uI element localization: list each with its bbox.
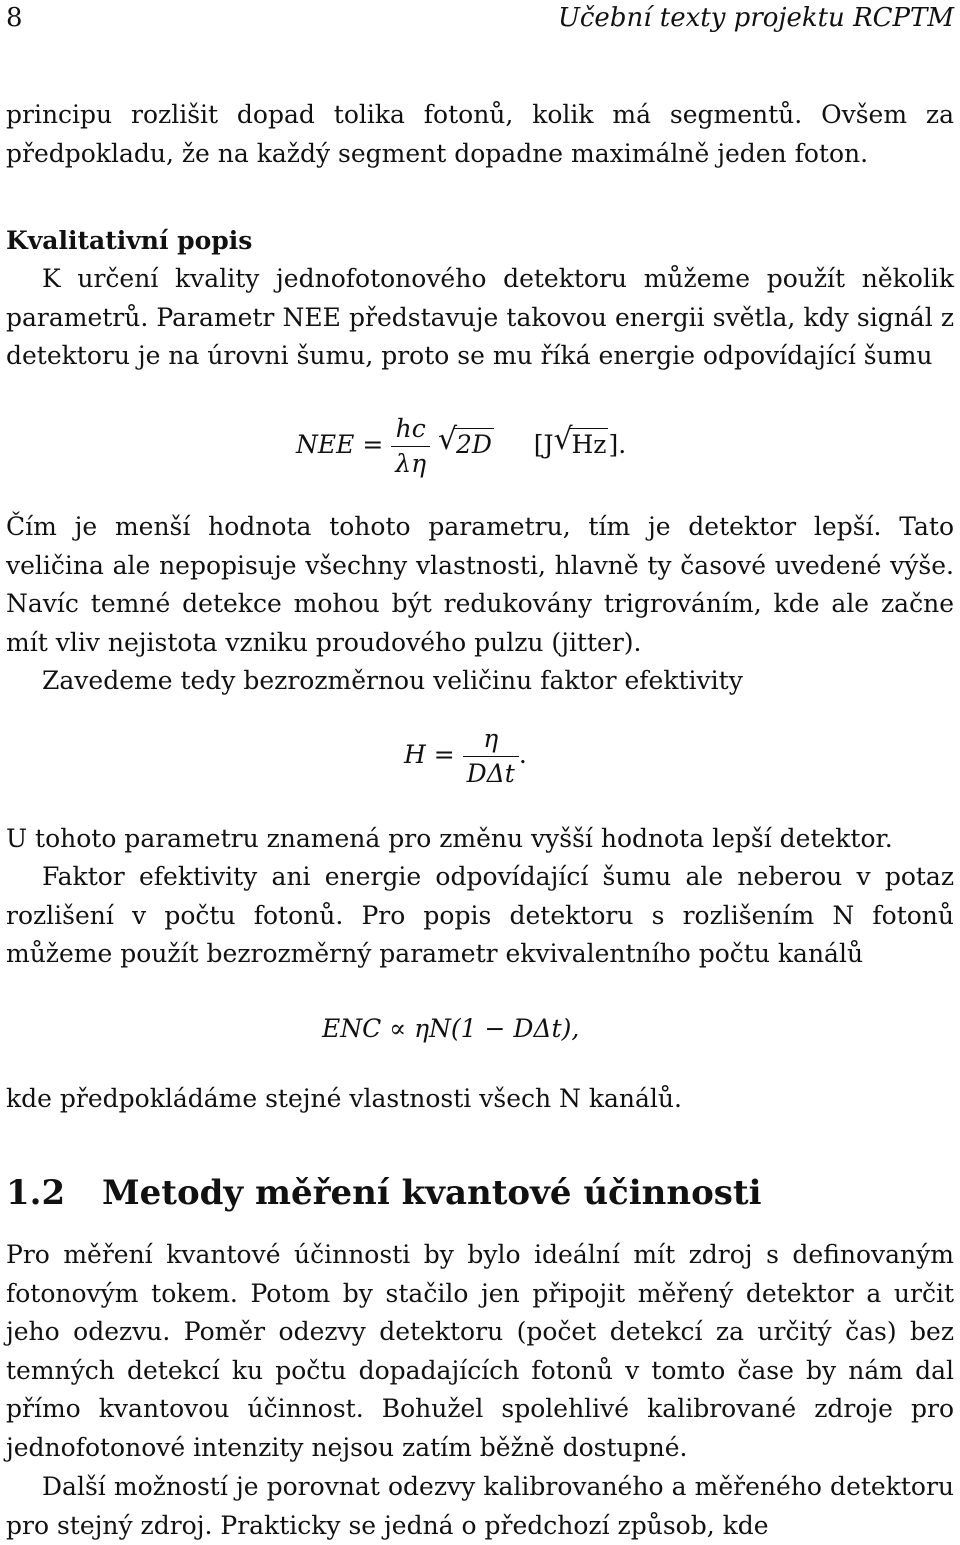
eq-nee-unit-open: [J bbox=[533, 430, 554, 459]
sqrt-symbol: √ bbox=[553, 422, 573, 457]
paragraph-efficiency-note: U tohoto parametru znamená pro změnu vyšší hodnota lepší detektor. bbox=[6, 824, 893, 853]
eq-h-numerator: η bbox=[463, 722, 519, 757]
paragraph-measurement-compare: Další možností je porovnat odezvy kalibrovaného a měřeného detektoru pro stejný zdroj. Prakticky se jedná o předchozí způsob, kde bbox=[6, 1472, 954, 1540]
eq-nee-fraction bbox=[391, 412, 430, 481]
paragraph-enc-intro: Faktor efektivity ani energie odpovídající šumu ale neberou v potaz rozlišení v počtu fotonů. Pro popis detektoru s rozlišením N fotonů můžeme použít bezrozměrný parametr ekvivalentního počtu kanálů bbox=[6, 862, 954, 969]
paragraph-efficiency-intro: Zavedeme tedy bezrozměrnou veličinu faktor efektivity bbox=[42, 666, 743, 695]
section-title: Metody měření kvantové účinnosti bbox=[102, 1173, 762, 1213]
paragraph-enc-note: kde předpokládáme stejné vlastnosti všech N kanálů. bbox=[6, 1084, 682, 1113]
equation-enc: ENC ∝ ηN(1 − DΔt), bbox=[322, 1014, 580, 1043]
paragraph-measurement-ideal: Pro měření kvantové účinnosti by bylo ideální mít zdroj s definovaným fotonovým tokem. Potom by stačilo jen připojit měřený detektor a určit jeho odezvu. Poměr odezvy detektoru (počet detekcí za určitý čas) bez temných detekcí ku počtu dopadajících fotonů v tomto čase by nám dal přímo kvantovou účinnost. Bohužel spolehlivé kalibrované zdroje pro jednofotonové intenzity nejsou zatím běžně dostupné. bbox=[6, 1240, 954, 1462]
eq-h-denominator: DΔt bbox=[466, 759, 515, 788]
eq-nee-denominator: λη bbox=[395, 449, 427, 478]
eq-nee-radicand: 2D bbox=[456, 430, 492, 459]
eq-nee-unit-close: ]. bbox=[608, 430, 627, 459]
eq-nee-unit-radicand: Hz bbox=[571, 430, 607, 459]
eq-h-lhs: H = bbox=[404, 740, 455, 769]
eq-nee-numerator: hc bbox=[391, 412, 430, 447]
paragraph-nee-discussion: Čím je menší hodnota tohoto parametru, tím je detektor lepší. Tato veličina ale nepopisuje všechny vlastnosti, hlavně ty časové uvedené výše. Navíc temné detekce mohou být redukovány trigrováním, kde ale začne mít vliv nejistota vzniku proudového pulzu (jitter). bbox=[6, 512, 954, 657]
subsection-title-qualitative: Kvalitativní popis bbox=[6, 226, 253, 255]
eq-nee-lhs: NEE = bbox=[296, 430, 384, 459]
equation-efficiency bbox=[404, 722, 527, 791]
eq-nee-unit-sqrt bbox=[553, 422, 608, 459]
page-header bbox=[6, 0, 954, 36]
equation-nee bbox=[296, 412, 626, 481]
eq-h-fraction bbox=[463, 722, 519, 791]
section-number: 1.2 bbox=[6, 1173, 66, 1213]
paragraph-nee-intro: K určení kvality jednofotonového detektoru můžeme použít několik parametrů. Parametr NEE představuje takovou energii světla, kdy signál z detektoru je na úrovni šumu, proto se mu říká energie odpovídající šumu bbox=[6, 264, 954, 371]
section-heading bbox=[6, 1170, 762, 1216]
sqrt-symbol: √ bbox=[438, 422, 458, 457]
page-number: 8 bbox=[6, 3, 23, 33]
eq-nee-sqrt bbox=[438, 422, 494, 459]
running-title: Učební texty projektu RCPTM bbox=[557, 3, 954, 33]
eq-h-tail: . bbox=[518, 740, 527, 769]
paragraph-segments: principu rozlišit dopad tolika fotonů, kolik má segmentů. Ovšem za předpokladu, že na každý segment dopadne maximálně jeden foton. bbox=[6, 100, 954, 168]
